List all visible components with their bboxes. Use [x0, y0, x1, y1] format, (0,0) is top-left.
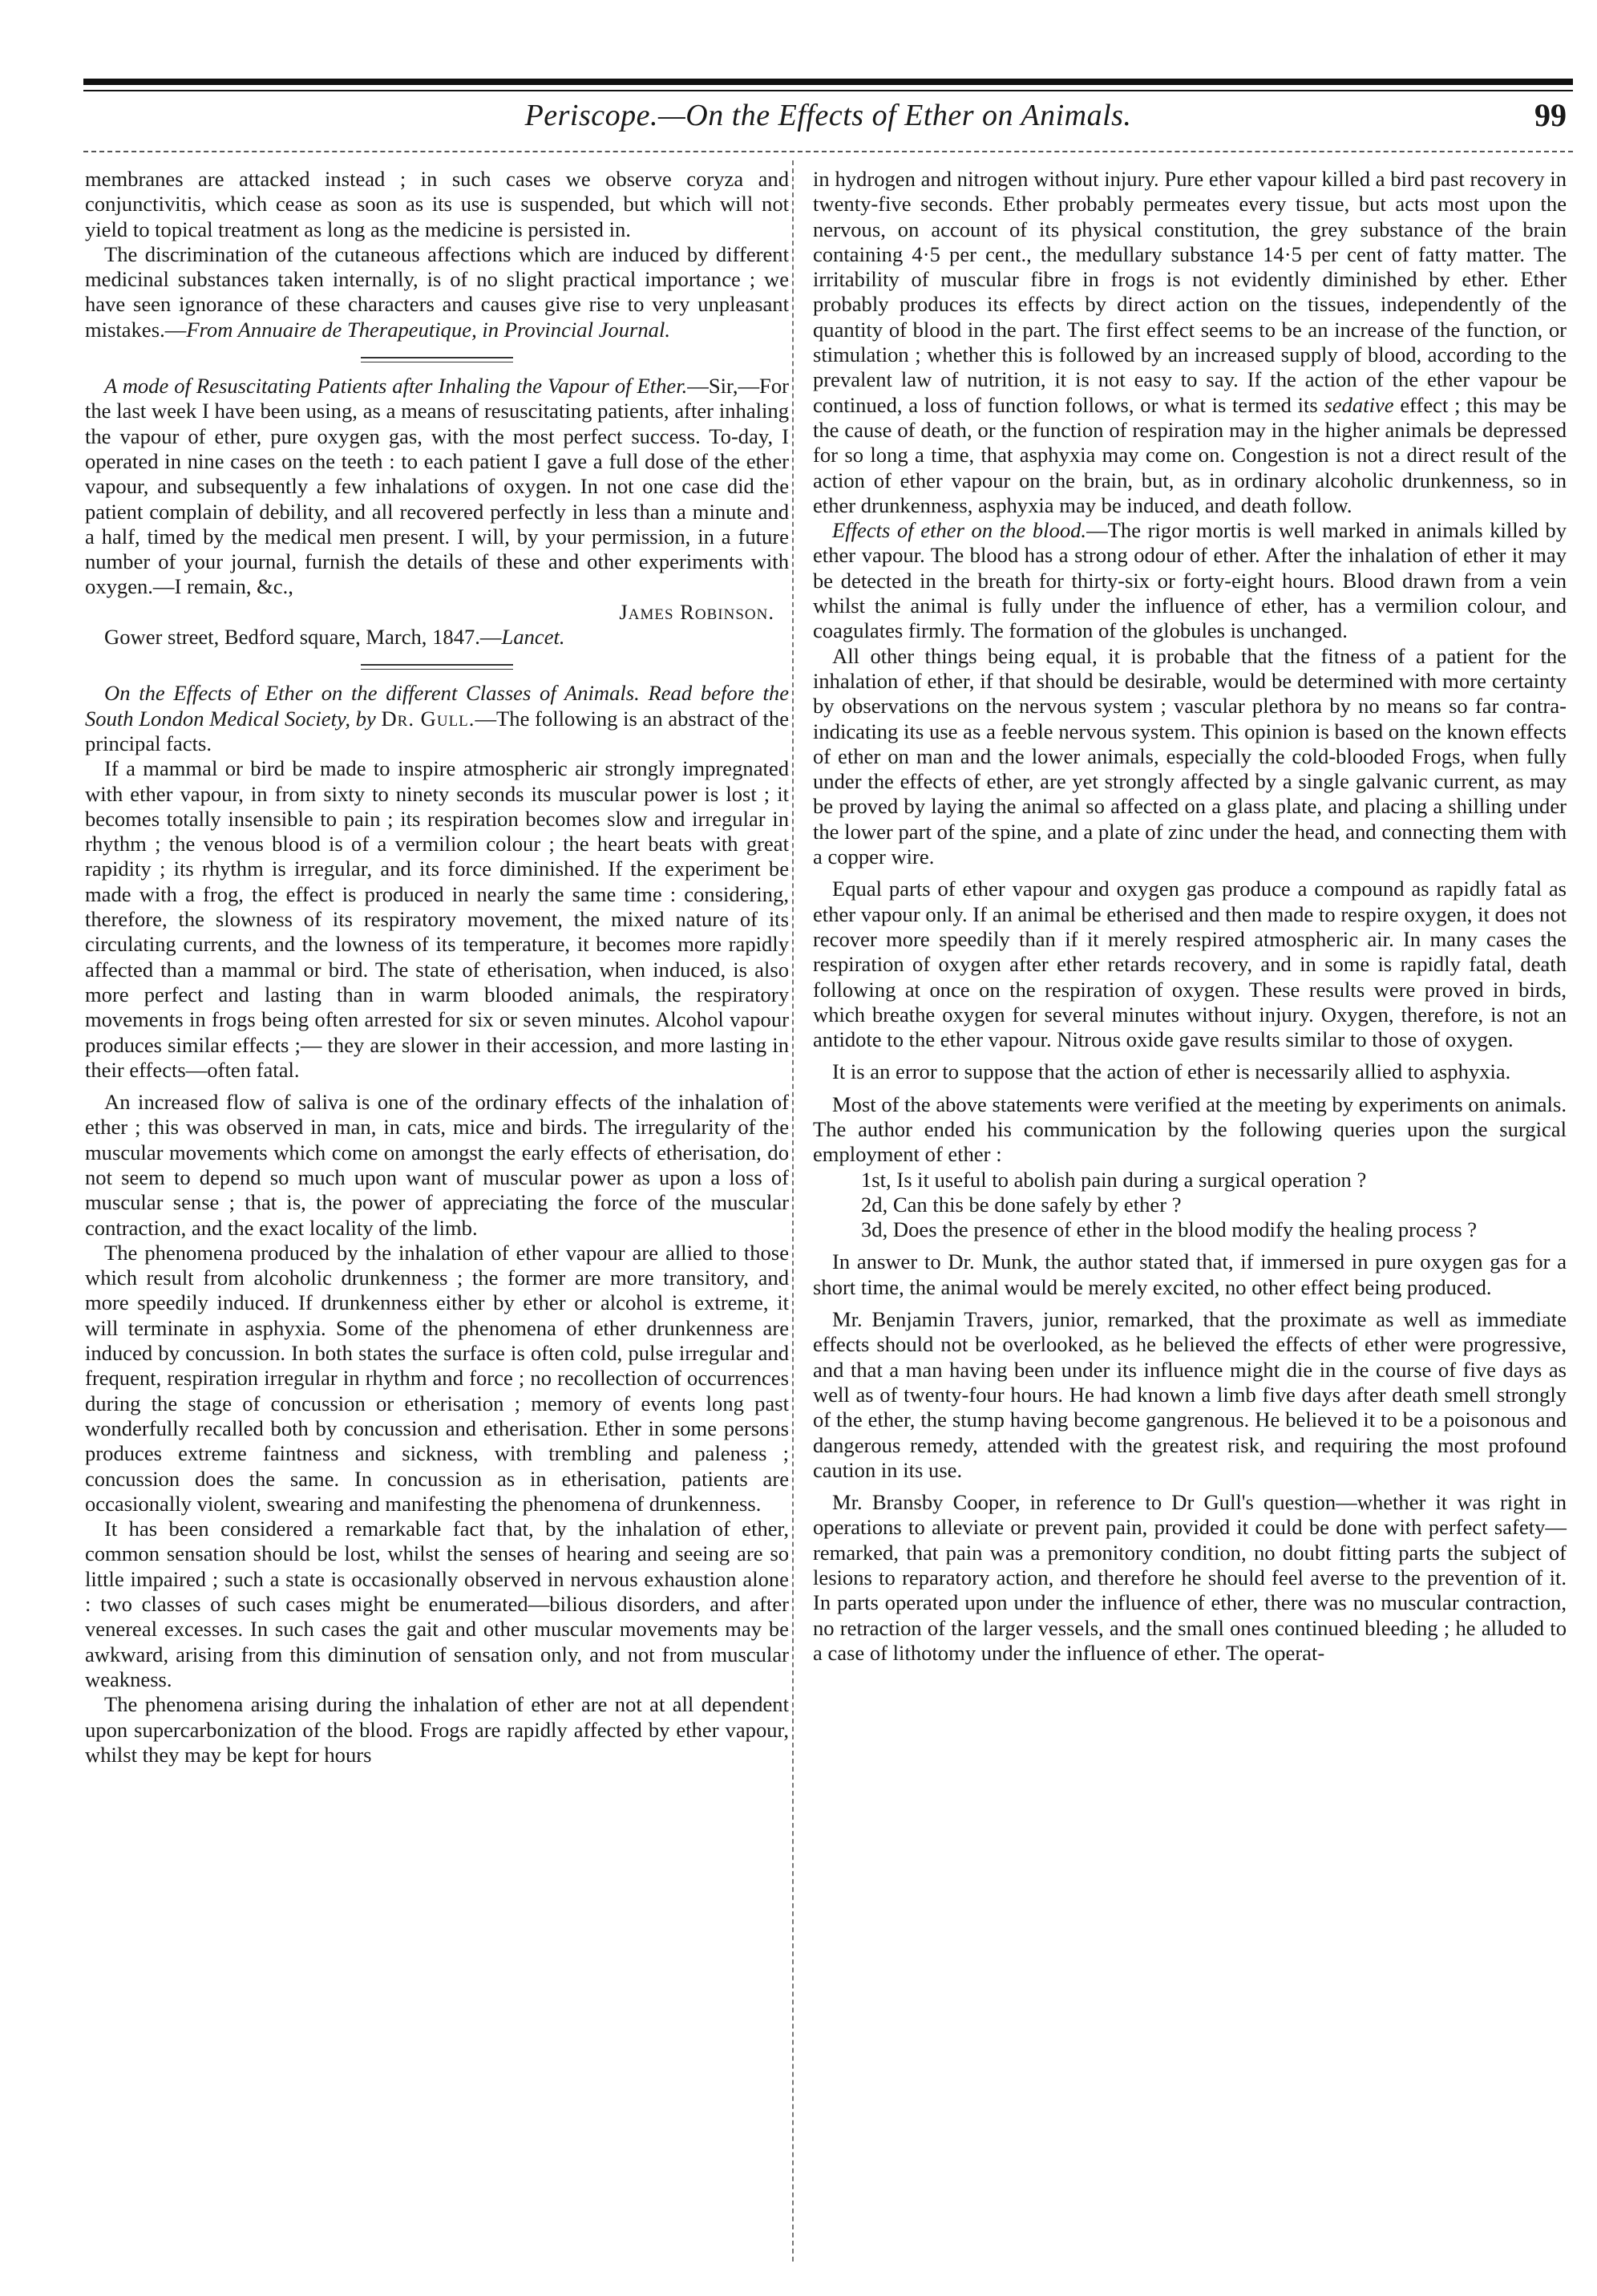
header-rule-thick [83, 79, 1573, 85]
query-1: 1st, Is it useful to abolish pain during a surgical operation ? [861, 1167, 1367, 1192]
paragraph-gull-heading [85, 681, 789, 756]
paragraph-equal-parts: Equal parts of ether vapour and oxygen gas produce a compound as rapidly fatal as ether vapour only. If an animal be etherised and then made to respire oxygen, it does not recover more speedily than if it merely respired atmospheric air. In many cases the respiration of oxygen after ether retards recovery, and in some is rapidly fatal, death following at once on the respiration of oxygen. These results were proved in birds, which breathe oxygen for several minutes without injury. Oxygen, therefore, is not an antidote to the ether vapour. Nitrous oxide gave results similar to those of oxygen. [813, 877, 1567, 1052]
resuscitation-body: —Sir,—For the last week I have been using, as a means of resuscitating patients, after inhaling the vapour of ether, pure oxygen gas, with the most perfect success. To-day, I operated in nine cases on the teeth : to each patient I gave a full dose of the ether vapour, and subsequently a few inhalations of oxygen. In not one case did the patient complain of debility, and all recovered perfectly in less than a minute and a half, timed by the medical men present. I will, by your permission, in a future number of your journal, furnish the details of these and other experiments with oxygen.—I remain, &c., [85, 374, 789, 599]
paragraph-mammal: If a mammal or bird be made to inspire atmospheric air strongly impregnated with ether vapour, in from sixty to ninety seconds its muscular power is lost ; it becomes totally insensible to pain ; its respiration becomes slow and irregular in rhythm ; the venous blood is of a vermilion colour ; the heart beats with great rapidity ; its rhythm is irregular, and its force diminished. If the experiment be made with a frog, the effect is produced in nearly the same time : considering, therefore, the slowness of its respiratory movement, the mixed nature of its circulating currents, and the lowness of its temperature, it becomes more rapidly affected than a mammal or bird. The state of etherisation, when induced, is also more perfect and lasting than in warm blooded animals, the respiratory movements in frogs being often arrested for six or seven minutes. Alcohol vapour produces similar effects ;— they are slower in their accession, and more lasting in their effects—often fatal. [85, 756, 789, 1082]
header-rule-dashed [83, 151, 1573, 152]
discrimination-text: The discrimination of the cutaneous affections which are induced by different medicinal substances taken internally, is of no slight practical importance ; we have seen ignorance of these characters and causes give rise to very unpleasant mistakes.— [85, 241, 789, 342]
gull-author: Dr. Gull. [381, 706, 475, 731]
paragraph-error: It is an error to suppose that the action of ether is necessarily allied to asphyxia. [832, 1059, 1511, 1084]
right-column [813, 167, 1567, 1666]
paragraph-cooper: Mr. Bransby Cooper, in reference to Dr Gull's question—whether it was right in operations to alleviate or prevent pain, provided it could be done with perfect safety—remarked, that pain was a premonitory condition, no doubt fitting parts the subject of lesions to reparatory action, and therefore he should feel averse to the prevention of it. In parts operated upon under the influence of ether, there was no muscular contraction, no retraction of the larger vessels, and the small ones continued bleeding ; he alluded to a case of lithotomy under the influence of ether. The operat- [813, 1490, 1567, 1665]
hydrogen-text: in hydrogen and nitrogen without injury. Pure ether vapour killed a bird past recovery in twenty-five seconds. Ether probably permeates every tissue, but acts most upon the nervous, on account of its physical constitution, the grey substance of the brain containing 4·5 per cent., the medullary substance 14·5 per cent of fatty matter. The irritability of muscular fibre in frogs is not evidently diminished by ether. Ether probably produces its effects by direct action on the tissues, independently of the quantity of blood in the part. The first effect seems to be an increase of the function, or stimulation ; whether this is followed by an increased supply of blood, according to the prevalent law of nutrition, it is not easy to say. If the action of the ether vapour be continued, a loss of function follows, or what is termed its [813, 167, 1567, 417]
blood-text: —The rigor mortis is well marked in animals killed by ether vapour. The blood has a strong odour of ether. After the inhalation of ether it may be detected in the breath for thirty-six or forty-eight hours. Blood drawn from a vein whilst the animal is fully under the influence of ether, has a vermilion colour, and coagulates firmly. The formation of the globules is unchanged. [813, 518, 1567, 643]
sedative-word: sedative [1324, 392, 1394, 417]
paragraph-arising: The phenomena arising during the inhalation of ether are not at all dependent upon supercarbonization of the blood. Frogs are rapidly affected by ether vapour, whilst they may be kept for hours [85, 1692, 789, 1767]
blood-title: Effects of ether on the blood. [832, 518, 1087, 543]
paragraph-membranes: membranes are attacked instead ; in such cases we observe coryza and conjunctivitis, which cease as soon as its use is suspended, but which will not yield to topical treatment as long as the medicine is persisted in. [85, 167, 789, 241]
discrimination-source: From Annuaire de Therapeutique, in Provincial Journal. [186, 317, 671, 342]
gull-intro: —The following is an abstract of the principal facts. [85, 706, 790, 755]
left-column [85, 167, 789, 1768]
paragraph-discrimination [85, 242, 789, 342]
paragraph-resuscitation [85, 374, 789, 600]
paragraph-most: Most of the above statements were verified at the meeting by experiments on animals. The author ended his communication by the following queries upon the surgical employment of ether : [813, 1091, 1567, 1167]
paragraph-blood [813, 518, 1567, 643]
running-title: Periscope.—On the Effects of Ether on Animals. [524, 99, 1132, 132]
paragraph-hydrogen [813, 167, 1567, 518]
header-rule-thin [83, 90, 1573, 91]
page-number: 99 [1534, 97, 1567, 133]
resuscitation-address: Gower street, Bedford square, March, 1847.— [104, 625, 502, 650]
article-separator [361, 664, 513, 670]
query-2: 2d, Can this be done safely by ether ? [861, 1192, 1182, 1217]
resuscitation-address-line [85, 625, 789, 650]
column-divider [792, 160, 794, 2262]
paragraph-travers: Mr. Benjamin Travers, junior, remarked, that the proximate as well as immediate effects should not be overlooked, as he believed the effects of ether were progressive, and that a man having been under its influence might die in the course of five days as well as of twenty-four hours. He had known a limb five days after death smell strongly of the ether, the stump having become gangrenous. He believed it to be a poisonous and dangerous remedy, attended with the greatest risk, and requiring the most profound caution in its use. [813, 1307, 1567, 1482]
article-separator [361, 357, 513, 362]
paragraph-munk: In answer to Dr. Munk, the author stated that, if immersed in pure oxygen gas for a short time, the animal would be merely excited, no other effect being produced. [813, 1249, 1567, 1299]
signature-name: James Robinson. [619, 599, 774, 624]
hydrogen-text-end: effect ; this may be the cause of death, or the function of respiration may in the higher animals be depressed for so long a time, that asphyxia may come on. Congestion is not a direct result of the action of ether vapour on the brain, but, as in ordinary alcoholic drunkenness, so in ether drunkenness, asphyxia may be induced, and death follow. [813, 392, 1567, 517]
resuscitation-title: A mode of Resuscitating Patients after Inhaling the Vapour of Ether. [104, 374, 688, 399]
running-header [83, 93, 1573, 138]
gull-title: On the Effects of Ether on the different Classes of Animals. Read before the South London Medical Society, by [85, 681, 789, 731]
resuscitation-source: Lancet. [501, 625, 565, 650]
paragraph-remarkable: It has been considered a remarkable fact that, by the inhalation of ether, common sensation should be lost, whilst the senses of hearing and seeing are so little impaired ; such a state is occasionally observed in nervous exhaustion alone : two classes of such cases might be enumerated—bilious disorders, and after venereal excesses. In such cases the gait and other muscular movements may be awkward, arising from this diminution of sensation only, and not from muscular weakness. [85, 1516, 789, 1691]
paragraph-fitness: All other things being equal, it is probable that the fitness of a patient for the inhalation of ether, if that should be desirable, would be determined with more certainty by observations on the nervous system ; vascular plethora by no means so far contra-indicating its use as a feeble nervous system. This opinion is based on the known effects of ether on man and the lower animals, especially the cold-blooded Frogs, when fully under the effects of ether, are yet strongly affected by a single galvanic current, as may be proved by laying the animal so affected on a glass plate, and placing a shilling under the lower part of the spine, and a plate of zinc under the head, and connecting them with a copper wire. [813, 643, 1567, 869]
paragraph-phenomena: The phenomena produced by the inhalation of ether vapour are allied to those which result from alcoholic drunkenness ; the former are more transitory, and more speedily induced. If drunkenness either by ether or alcohol is extreme, it will terminate in asphyxia. Some of the phenomena of ether drunkenness are induced by concussion. In both states the surface is often cold, pulse irregular and frequent, respiration irregular in rhythm and force ; no recollection of occurrences during the stage of concussion or etherisation ; memory of events long past wonderfully recalled both by concussion and etherisation. Ether in some persons produces extreme faintness and sickness, with trembling and paleness ; concussion does the same. In concussion as in etherisation, patients are occasionally violent, swearing and manifesting the phenomena of drunkenness. [85, 1240, 789, 1516]
paragraph-saliva: An increased flow of saliva is one of the ordinary effects of the inhalation of ether ; this was observed in man, in cats, mice and birds. The irregularity of the muscular movements which come on amongst the early effects of etherisation, do not seem to depend so much upon want of muscular power as upon a loss of muscular sense ; that is, the power of appreciating the force of the muscular contraction, and the exact locality of the limb. [85, 1090, 789, 1240]
query-3: 3d, Does the presence of ether in the blood modify the healing process ? [861, 1217, 1478, 1242]
